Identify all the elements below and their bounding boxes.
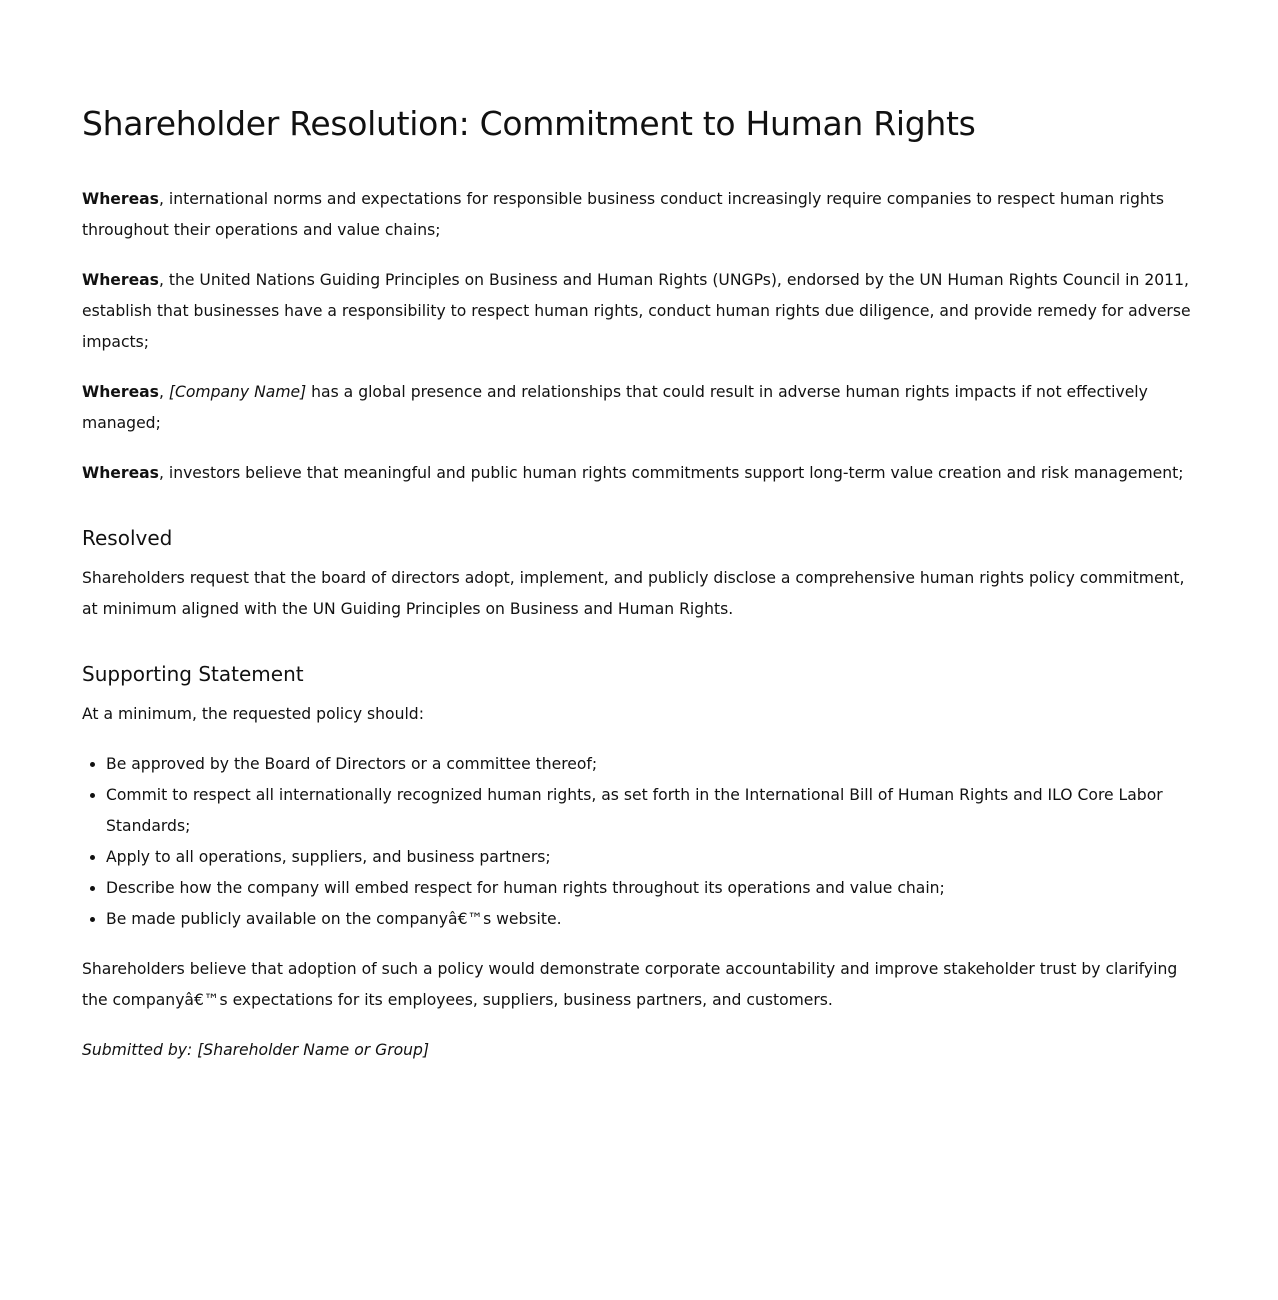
policy-requirements-list [82, 749, 1198, 935]
supporting-intro: At a minimum, the requested policy should: [82, 705, 424, 723]
whereas-label: Whereas [82, 464, 159, 482]
submitted-by [82, 1035, 1198, 1066]
whereas-label: Whereas [82, 271, 159, 289]
whereas-clause-1 [82, 184, 1198, 246]
clause-text: , investors believe that meaningful and public human rights commitments support long-term value creation and risk management; [158, 464, 1184, 482]
list-item: • Be approved by the Board of Directors or a committee thereof; [106, 749, 1198, 780]
list-item: • Describe how the company will embed respect for human rights throughout its operations and value chain; [106, 873, 1198, 904]
whereas-clause-3: Whereas, [Company Name] has a global presence and relationships that could result in adverse human rights impacts if not effectively managed; [82, 383, 1148, 432]
supporting-statement-heading: Supporting Statement [82, 662, 304, 686]
whereas-label: Whereas [82, 383, 159, 401]
resolved-heading: Resolved [82, 526, 173, 550]
clause-text: , international norms and expectations for responsible business conduct increasingly require companies to respect human rights throughout their operations and value chains; [82, 190, 1164, 239]
list-item: • Commit to respect all internationally recognized human rights, as set forth in the International Bill of Human Rights and ILO Core Labor Standards; [106, 780, 1198, 842]
page-title: Shareholder Resolution: Commitment to Human Rights [82, 104, 976, 143]
resolved-text: Shareholders request that the board of directors adopt, implement, and publicly disclose a comprehensive human rights policy commitment, at minimum aligned with the UN Guiding Principles on Business and Human Rights. [82, 569, 1185, 618]
list-item: • Be made publicly available on the companyâ€™s website. [106, 904, 1198, 935]
company-name-placeholder: [Company Name] [168, 383, 307, 401]
whereas-clause-2 [82, 265, 1198, 358]
whereas-label: Whereas [82, 190, 159, 208]
submitted-by-text: Submitted by: [Shareholder Name or Group] [82, 1041, 430, 1059]
whereas-clause-4 [82, 458, 1198, 489]
closing-statement: Shareholders believe that adoption of such a policy would demonstrate corporate accountability and improve stakeholder trust by clarifying the companyâ€™s expectations for its employees, suppliers, business partners, and customers. [82, 960, 1178, 1009]
clause-text: has a global presence and relationships that could result in adverse human rights impacts if not effectively managed; [82, 383, 1148, 432]
clause-text: , the United Nations Guiding Principles on Business and Human Rights (UNGPs), endorsed by the UN Human Rights Council in 2011, establish that businesses have a responsibility to respect human rights, conduct human rights due diligence, and provide remedy for adverse impacts; [82, 271, 1191, 351]
list-item: • Apply to all operations, suppliers, and business partners; [106, 842, 1198, 873]
document [82, 100, 1198, 1085]
